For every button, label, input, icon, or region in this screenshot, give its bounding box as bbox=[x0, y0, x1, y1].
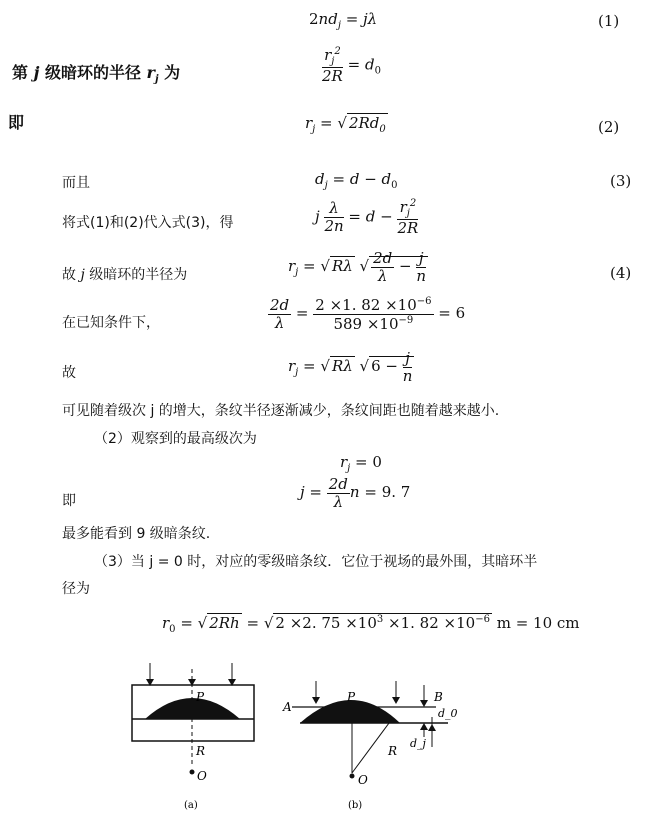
label-ji: 即 bbox=[8, 113, 25, 132]
label-known-conditions: 在已知条件下， bbox=[62, 315, 160, 331]
figure-b-label-o: O bbox=[358, 773, 368, 787]
equation-number-4: (4) bbox=[610, 264, 632, 282]
equation-number-1: (1) bbox=[598, 12, 620, 30]
equation-number-3: (3) bbox=[610, 172, 632, 190]
paragraph-max-fringes: 最多能看到 9 级暗条纹. bbox=[62, 526, 211, 542]
equation-5: j $\frac{\lambda}{2n}$ = d − $\frac{r_j^2}{2R}$ bbox=[315, 198, 419, 237]
figure-b-d0-arrow-bottom bbox=[420, 723, 428, 730]
equation-6: $r_j$ = √ Rλ √ $\frac{2d}{\lambda}$ − $\frac{j}{n}$ bbox=[288, 249, 427, 285]
label-dark-ring-radius: 第 j 级暗环的半径 $r_j$ 为 bbox=[12, 63, 181, 86]
label-gu: 故 bbox=[62, 365, 76, 381]
figure-b-dj-arrow bbox=[428, 724, 436, 731]
figure-a-lens bbox=[145, 698, 240, 719]
equation-7: $\frac{2d}{\lambda}$ = $\frac{2 \times 1. 82 \times 10^{-6}}{589 \times 10^{-9}}$ = 6 bbox=[270, 296, 466, 333]
figure-b-label-r: R bbox=[388, 744, 398, 758]
figure-b-label-d0: d_0 bbox=[438, 707, 458, 720]
figure-b-radius-slanted bbox=[352, 719, 392, 773]
equation-number-2: (2) bbox=[598, 118, 620, 136]
label-substitute: 将式(1)和(2)代入式(3)，得 bbox=[62, 215, 234, 231]
figure-b bbox=[282, 681, 458, 811]
paragraph-highest-order: （2）观察到的最高级次为 bbox=[94, 431, 257, 447]
figure-b-caption: (b) bbox=[348, 800, 363, 811]
equation-10: j = $\frac{2d}{\lambda}$ n = 9. 7 bbox=[300, 475, 411, 511]
label-erqie: 而且 bbox=[62, 175, 90, 191]
figure-a-label-p: P bbox=[196, 690, 205, 704]
paragraph-zero-order: （3）当 j = 0 时，对应的零级暗条纹．它位于视场的最外围，其暗环半 bbox=[94, 554, 538, 570]
figure-b-label-p: P bbox=[347, 690, 356, 704]
figure-b-label-a: A bbox=[283, 700, 292, 714]
figure-b-label-b: B bbox=[434, 690, 443, 704]
equation-1: $2nd_j = j\lambda$ bbox=[309, 10, 378, 31]
figure-b-arrow-left bbox=[312, 697, 320, 704]
label-radius-j: 故 j 级暗环的半径为 bbox=[62, 267, 188, 283]
equation-4: $d_j = d - d_0$ bbox=[315, 170, 398, 191]
paragraph-radius-is: 径为 bbox=[62, 581, 90, 597]
label-ji-2: 即 bbox=[62, 493, 76, 509]
equation-9: $r_j = 0$ bbox=[340, 453, 382, 474]
equation-3: $r_j$ = √ $2Rd_0$ bbox=[305, 114, 386, 135]
equation-2: $\frac{r_j^2}{2R}$ = $d_0$ bbox=[322, 46, 381, 85]
figure-b-arrow-mid bbox=[392, 697, 400, 704]
figure-a-caption: (a) bbox=[184, 800, 198, 811]
equation-11: $r_0$ = √ 2Rh = √ 2 ×2. $75 \times 10^3 \times 1$. $82 \times 10^{-6}$ m = 10 cm bbox=[162, 614, 580, 635]
figure-a-label-r: R bbox=[196, 744, 206, 758]
figure-a-label-o: O bbox=[197, 769, 207, 783]
figure-newton-rings bbox=[0, 655, 650, 821]
figure-b-d0-arrow-top bbox=[420, 700, 428, 707]
figure-b-point-o bbox=[350, 774, 355, 779]
equation-8: $r_j$ = √ Rλ √ 6 − $\frac{j}{n}$ bbox=[288, 349, 413, 385]
figure-a bbox=[132, 663, 254, 811]
figure-a-point-o bbox=[190, 770, 195, 775]
figure-b-label-dj: d_j bbox=[410, 737, 426, 750]
paragraph-conclusion: 可见随着级次 j 的增大，条纹半径逐渐减少，条纹间距也随着越来越小. bbox=[62, 403, 500, 419]
